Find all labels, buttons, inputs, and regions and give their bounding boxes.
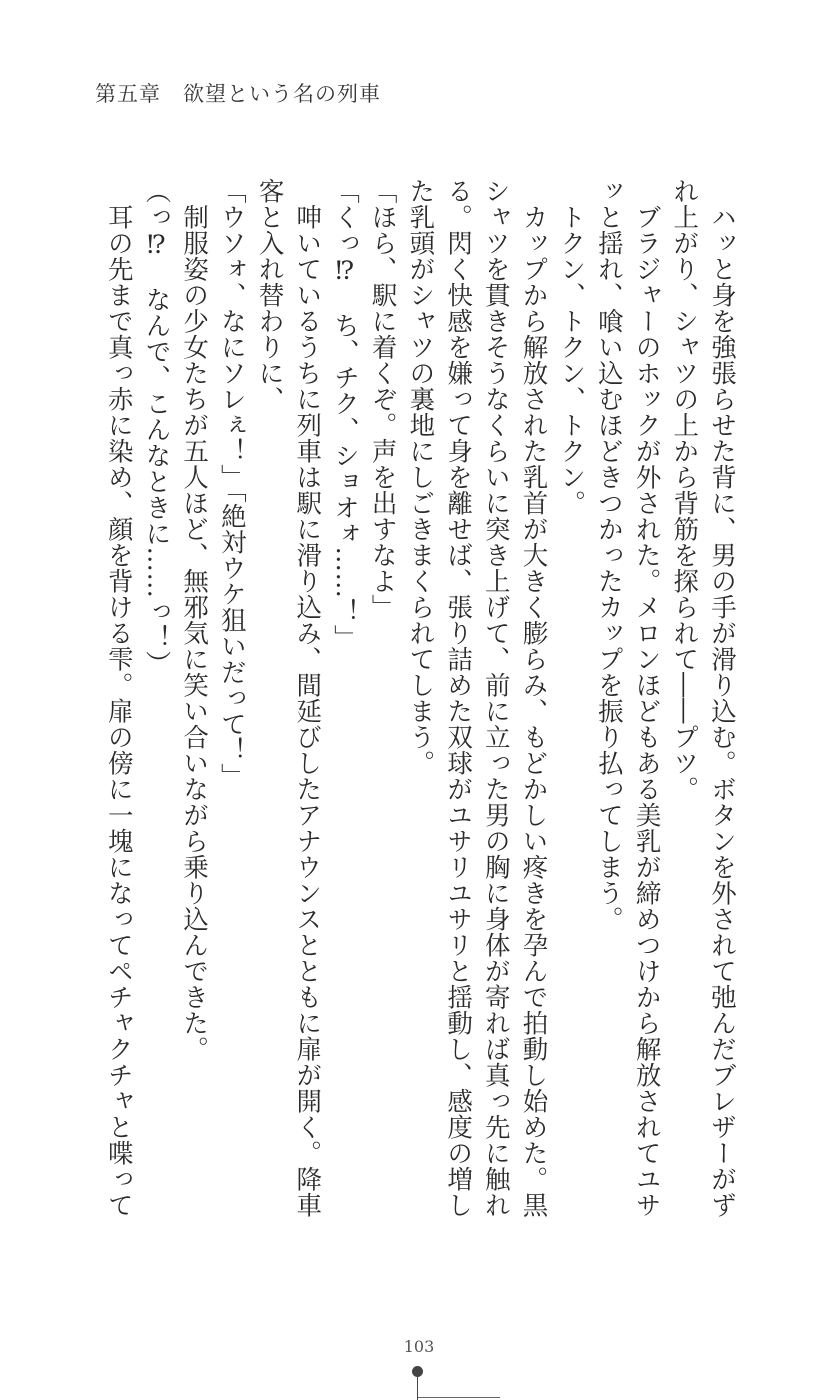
text-line: 呻いているうちに列車は駅に滑り込み、間延びしたアナウンスとともに扉が開く。降車: [292, 178, 323, 1218]
text-line: ハッと身を強張らせた背に、男の手が滑り込む。ボタンを外されて弛んだブレザーがず: [707, 178, 737, 1218]
text-line: る。閃く快感を嫌って身を離せば、張り詰めた双球がユサリユサリと揺動し、感度の増し: [443, 178, 474, 1218]
text-line: （っ⁉ なんで、こんなときに……っ！）: [141, 178, 172, 677]
text-line: カップから解放された乳首が大きく膨らみ、もどかしい疼きを孕んで拍動し始めた。黒: [518, 178, 549, 1218]
text-line: た乳頭がシャツの裏地にしごきまくられてしまう。: [405, 178, 436, 776]
chapter-title: 第五章 欲望という名の列車: [95, 82, 381, 106]
text-line: トクン、トクン、トクン。: [556, 178, 587, 516]
text-line: 「くっ⁉ ち、チク、ショオォ……！」: [329, 178, 360, 651]
text-line: れ上がり、シャツの上から背筋を探られて――プツ。: [669, 178, 700, 802]
text-line: 「ほら、駅に着くぞ。声を出すなよ」: [367, 178, 398, 620]
text-line: ブラジャーのホックが外された。メロンほどもある美乳が締めつけから解放されてユサ: [631, 178, 662, 1218]
text-line: 耳の先まで真っ赤に染め、顔を背ける雫。扉の傍に一塊になってペチャクチャと喋って: [103, 178, 134, 1218]
page-marker-rule: [418, 1397, 500, 1398]
text-line: シャツを貫きそうなくらいに突き上げて、前に立った男の胸に身体が寄れば真っ先に触れ: [480, 178, 511, 1218]
text-line: 「ウソォ、なにソレぇ！」「絶対ウケ狙いだって！」: [216, 178, 247, 790]
vertical-body-text: [99, 178, 740, 1218]
text-line: 制服姿の少女たちが五人ほど、無邪気に笑い合いながら乗り込んできた。: [179, 178, 210, 1062]
page-number: 103: [403, 1337, 435, 1356]
text-line: 客と入れ替わりに、: [254, 178, 285, 412]
text-line: ッと揺れ、喰い込むほどきつかったカップを振り払ってしまう。: [593, 178, 624, 932]
